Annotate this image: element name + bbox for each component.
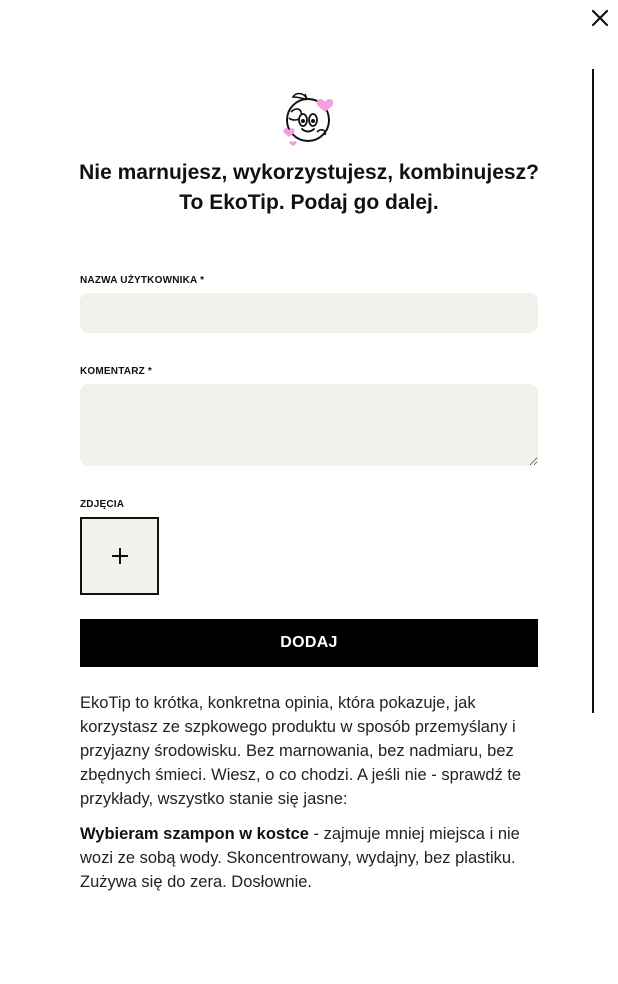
photos-label: ZDJĘCIA xyxy=(80,499,125,510)
headline-line-1: Nie marnujesz, wykorzystujesz, kombinujesz? xyxy=(79,161,539,184)
example-text: - zajmuje mniej miejsca i nie wozi ze sobą wody. Skoncentrowany, wydajny, bez plastiku. Zużywa się do zera. Dosłownie. xyxy=(80,825,520,891)
username-input[interactable] xyxy=(80,293,538,333)
submit-button[interactable]: DODAJ xyxy=(80,619,538,667)
close-icon xyxy=(591,9,609,27)
earth-mascot-icon xyxy=(281,88,337,148)
plus-icon xyxy=(110,546,130,566)
info-paragraph: EkoTip to krótka, konkretna opinia, która pokazuje, jak korzystasz ze szpkowego produktu w sposób przemyślany i przyjazny środowisku. Bez marnowania, bez nadmiaru, bez zbędnych śmieci. Wiesz, o co chodzi. A jeśli nie - sprawdź te przykłady, wszystko stanie się jasne: xyxy=(80,694,522,808)
comment-textarea[interactable] xyxy=(80,384,538,466)
scrollbar[interactable] xyxy=(592,69,594,713)
example-bold-text: Wybieram szampon w kostce xyxy=(80,825,309,843)
example-paragraph xyxy=(80,822,550,894)
page-title xyxy=(40,158,578,218)
comment-label: KOMENTARZ * xyxy=(80,366,153,377)
headline-line-2: To EkoTip. Podaj go dalej. xyxy=(179,191,439,214)
close-button[interactable] xyxy=(588,6,612,30)
username-label: NAZWA UŻYTKOWNIKA * xyxy=(80,275,205,286)
add-photo-button[interactable] xyxy=(80,517,159,595)
